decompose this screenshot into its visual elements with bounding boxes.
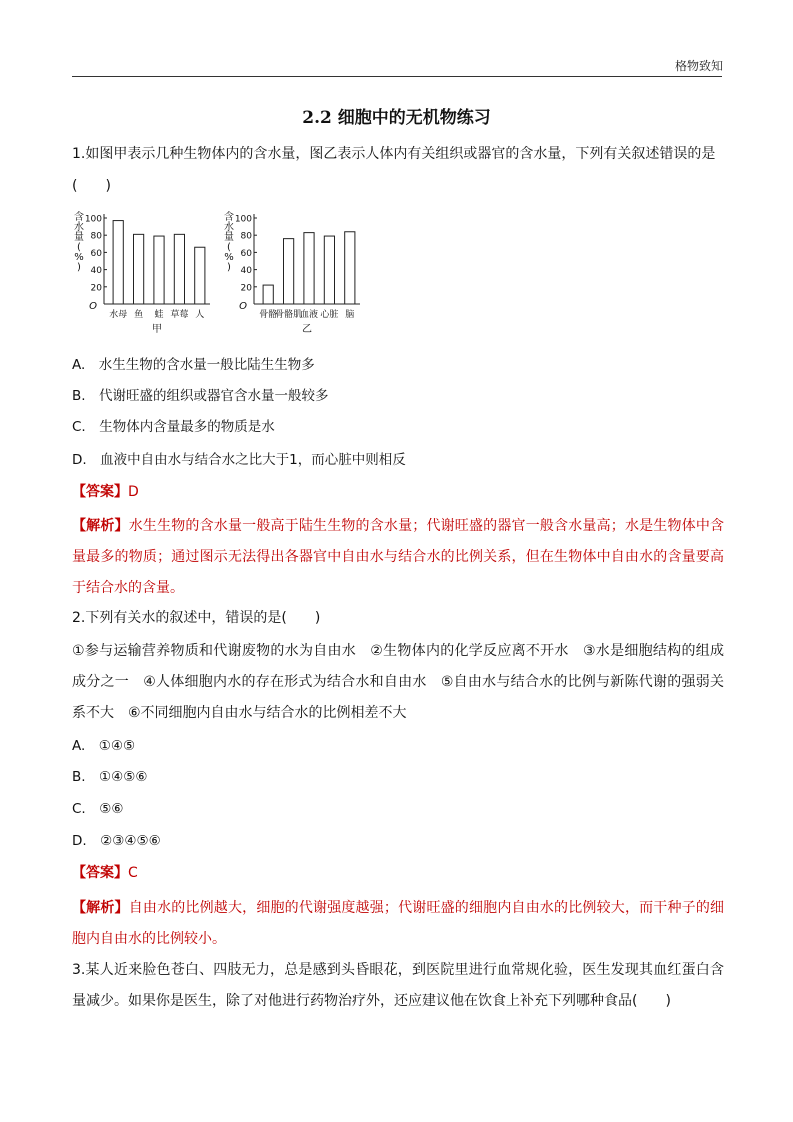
y-tick-label: 80	[240, 231, 252, 242]
bar-脑	[345, 232, 355, 304]
q2-answer	[72, 862, 138, 884]
x-tick-label: 骨骼	[259, 310, 278, 320]
q1-stem-bracket: ( )	[72, 178, 111, 194]
q2-analysis-tag: 【解析】	[72, 900, 129, 916]
y-tick-label: 60	[240, 248, 252, 259]
x-tick-label: 骨骼肌	[275, 310, 303, 320]
q2-answer-tag: 【答案】	[72, 865, 128, 881]
header-rule	[72, 76, 722, 77]
header-brand: 格物致知	[674, 59, 723, 73]
x-tick-label: 蛙	[154, 310, 164, 320]
y-tick-label: 40	[240, 266, 252, 277]
bar-草莓	[174, 234, 184, 304]
chart-jia	[74, 210, 210, 335]
q2-analysis-text: 自由水的比例越大，细胞的代谢强度越强；代谢旺盛的细胞内自由水的比例较大，而干种子的细胞内自由水的比例较小。	[72, 900, 725, 947]
q1-option-a: A. 水生生物的含水量一般比陆生生物多	[72, 357, 315, 373]
x-tick-label: 血液	[299, 310, 319, 320]
bar-骨骼	[263, 285, 273, 304]
chart-yi	[224, 210, 360, 335]
bar-血液	[304, 233, 314, 304]
y-axis-label: 含水量( % )	[224, 212, 234, 273]
q2-option-b: B. ①④⑤⑥	[72, 769, 148, 785]
y-tick-label: 100	[84, 214, 102, 225]
origin-label: O	[239, 301, 247, 312]
q3-stem: 3.某人近来脸色苍白、四肢无力，总是感到头昏眼花，到医院里进行血常规化验，医生发现其血红蛋白含量减少。如果你是医生，除了对他进行药物治疗外，还应建议他在饮食上补充下列哪种食品( )	[72, 962, 724, 1009]
q1-stem: 1.如图甲表示几种生物体内的含水量，图乙表示人体内有关组织或器官的含水量，下列有关叙述错误的是	[72, 146, 716, 162]
q2-option-a: A. ①④⑤	[72, 738, 136, 754]
q2-statements: ①参与运输营养物质和代谢废物的水为自由水 ②生物体内的化学反应离不开水 ③水是细胞结构的组成成分之一 ④人体细胞内水的存在形式为结合水和自由水 ⑤自由水与结合水的比例与新陈代谢的强弱关系不大 ⑥不同细胞内自由水与结合水的比例相差不大	[72, 643, 724, 721]
x-tick-label: 人	[195, 310, 205, 320]
y-tick-label: 40	[90, 266, 102, 277]
q1-option-d: D. 血液中自由水与结合水之比大于1，而心脏中则相反	[72, 452, 406, 468]
y-tick-label: 100	[234, 214, 252, 225]
q1-answer-value: D	[128, 484, 139, 500]
q1-analysis-tag: 【解析】	[72, 518, 129, 534]
page-title: 2.2 细胞中的无机物练习	[302, 108, 491, 128]
q2-answer-value: C	[128, 865, 138, 881]
x-tick-label: 水母	[109, 310, 128, 320]
bar-蛙	[154, 236, 164, 304]
bar-骨骼肌	[284, 239, 294, 304]
chart-title: 乙	[302, 324, 312, 335]
q2-analysis	[72, 893, 724, 955]
q2-option-c: C. ⑤⑥	[72, 801, 124, 817]
q2-option-d: D. ②③④⑤⑥	[72, 833, 161, 849]
q1-option-b: B. 代谢旺盛的组织或器官含水量一般较多	[72, 388, 329, 404]
q2-stem: 2.下列有关水的叙述中，错误的是( )	[72, 610, 321, 626]
x-tick-label: 草莓	[170, 310, 189, 320]
bar-人	[195, 247, 205, 304]
q1-analysis	[72, 511, 724, 604]
q1-answer	[72, 481, 139, 503]
bar-鱼	[134, 234, 144, 304]
origin-label: O	[89, 301, 97, 312]
y-tick-label: 60	[90, 248, 102, 259]
bar-水母	[113, 221, 123, 304]
q1-answer-tag: 【答案】	[72, 484, 128, 500]
bar-心脏	[324, 236, 334, 304]
y-axis-label: 含水量( % )	[74, 212, 84, 273]
y-tick-label: 20	[240, 283, 252, 294]
q1-analysis-text: 水生生物的含水量一般高于陆生生物的含水量；代谢旺盛的器官一般含水量高；水是生物体中含量最多的物质；通过图示无法得出各器官中自由水与结合水的比例关系，但在生物体中自由水的含量要高于结合水的含量。	[72, 518, 725, 596]
q1-option-c: C. 生物体内含量最多的物质是水	[72, 419, 275, 435]
q1-figure	[70, 208, 380, 338]
y-tick-label: 80	[90, 231, 102, 242]
y-tick-label: 20	[90, 283, 102, 294]
x-tick-label: 心脏	[320, 310, 339, 320]
chart-title: 甲	[152, 324, 162, 335]
x-tick-label: 鱼	[134, 310, 144, 320]
x-tick-label: 脑	[345, 310, 355, 320]
